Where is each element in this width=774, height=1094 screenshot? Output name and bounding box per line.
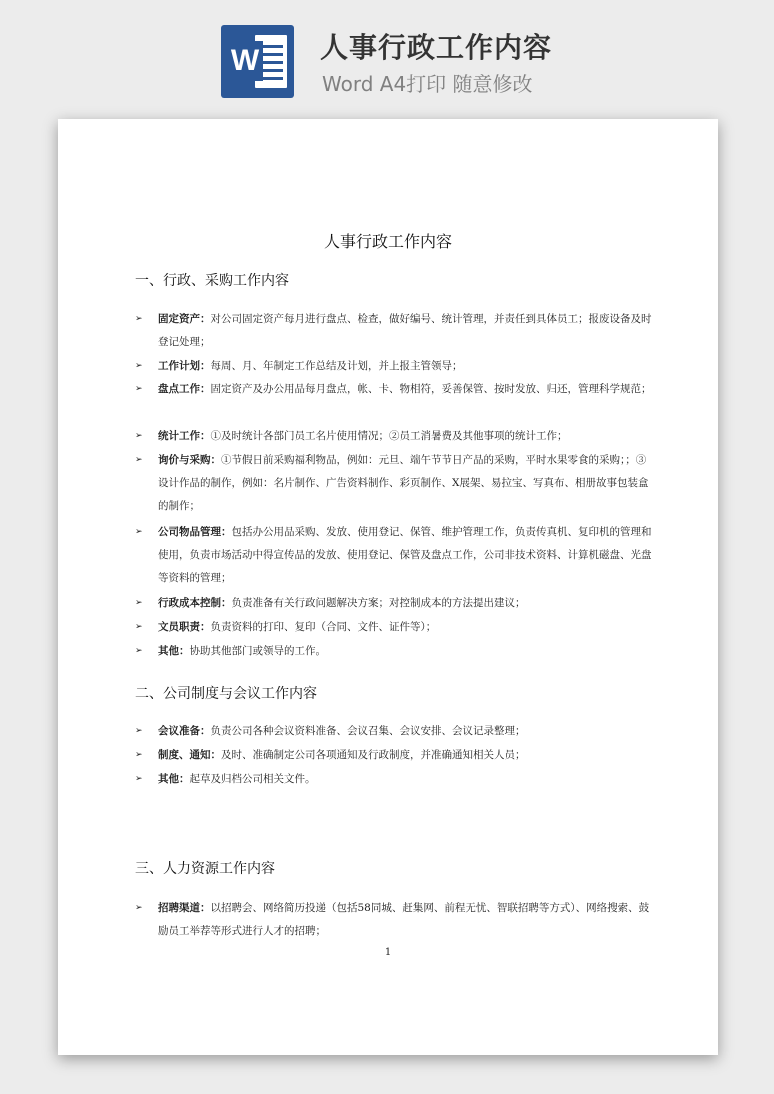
list-item xyxy=(135,308,655,354)
document-page xyxy=(58,119,718,1055)
item-label: 其他： xyxy=(158,773,190,785)
header xyxy=(0,0,774,110)
list-item xyxy=(135,897,655,943)
item-text: 对公司固定资产每月进行盘点、检查，做好编号、统计管理，并责任到具体员工；报废设备及时登记处理； xyxy=(158,313,652,348)
item-text: 负责准备有关行政问题解决方案；对控制成本的方法提出建议； xyxy=(231,597,526,609)
arrow-bullet-icon: ➢ xyxy=(135,431,143,441)
item-text: 起草及归档公司相关文件。 xyxy=(189,773,316,785)
list-item xyxy=(135,355,655,378)
arrow-bullet-icon: ➢ xyxy=(135,774,143,784)
item-label: 文员职责： xyxy=(158,621,211,633)
item-text: ①及时统计各部门员工名片使用情况；②员工消暑费及其他事项的统计工作； xyxy=(210,430,568,442)
item-text: 固定资产及办公用品每月盘点，帐、卡、物相符，妥善保管、按时发放、归还，管理科学规范； xyxy=(210,383,652,395)
document-title: 人事行政工作内容 xyxy=(323,232,452,251)
list-item xyxy=(135,425,655,448)
item-label: 公司物品管理： xyxy=(158,526,232,538)
word-letter: W xyxy=(227,41,263,81)
list-item xyxy=(135,744,655,767)
item-label: 招聘渠道： xyxy=(158,902,211,914)
list-item xyxy=(135,640,655,663)
arrow-bullet-icon: ➢ xyxy=(135,750,143,760)
list-item xyxy=(135,449,655,518)
item-label: 工作计划： xyxy=(158,360,211,372)
header-title: 人事行政工作内容 xyxy=(320,31,553,64)
item-text: 负责公司各种会议资料准备、会议召集、会议安排、会议记录整理； xyxy=(210,725,526,737)
arrow-bullet-icon: ➢ xyxy=(135,726,143,736)
list-item xyxy=(135,720,655,743)
section-heading: 三、人力资源工作内容 xyxy=(135,861,275,877)
arrow-bullet-icon: ➢ xyxy=(135,361,143,371)
item-text: ①节假日前采购福利物品，例如：元旦、端午节节日产品的采购，平时水果零食的采购；；③设计作品的制作，例如：名片制作、广告资料制作、彩页制作、X展架、易拉宝、写真布、相册故事包装盒的制作； xyxy=(158,454,649,512)
item-label: 会议准备： xyxy=(158,725,211,737)
item-text: 协助其他部门或领导的工作。 xyxy=(189,645,326,657)
list-item xyxy=(135,378,655,401)
item-label: 固定资产： xyxy=(158,313,211,325)
arrow-bullet-icon: ➢ xyxy=(135,903,143,913)
item-text: 包括办公用品采购、发放、使用登记、保管、维护管理工作，负责传真机、复印机的管理和使用，负责市场活动中得宣传品的发放、使用登记、保管及盘点工作，公司非技术资料、计算机磁盘、光盘等资料的管理； xyxy=(158,526,652,584)
arrow-bullet-icon: ➢ xyxy=(135,622,143,632)
header-subtitle: Word A4打印 随意修改 xyxy=(322,72,533,96)
item-label: 询价与采购： xyxy=(158,454,221,466)
arrow-bullet-icon: ➢ xyxy=(135,455,143,465)
list-item xyxy=(135,521,655,590)
item-label: 行政成本控制： xyxy=(158,597,232,609)
item-label: 制度、通知： xyxy=(158,749,221,761)
arrow-bullet-icon: ➢ xyxy=(135,598,143,608)
item-label: 统计工作： xyxy=(158,430,211,442)
arrow-bullet-icon: ➢ xyxy=(135,314,143,324)
list-item xyxy=(135,592,655,615)
arrow-bullet-icon: ➢ xyxy=(135,527,143,537)
item-text: 每周、月、年制定工作总结及计划，并上报主管领导； xyxy=(210,360,463,372)
item-text: 及时、准确制定公司各项通知及行政制度，并准确通知相关人员； xyxy=(221,749,526,761)
word-icon xyxy=(221,25,294,98)
arrow-bullet-icon: ➢ xyxy=(135,646,143,656)
page-number: 1 xyxy=(384,947,392,958)
list-item xyxy=(135,616,655,639)
item-text: 以招聘会、网络简历投递（包括58同城、赶集网、前程无忧、智联招聘等方式）、网络搜索、鼓励员工举荐等形式进行人才的招聘； xyxy=(158,902,650,937)
arrow-bullet-icon: ➢ xyxy=(135,384,143,394)
section-heading: 一、行政、采购工作内容 xyxy=(135,273,289,289)
item-label: 盘点工作： xyxy=(158,383,211,395)
item-text: 负责资料的打印、复印（合同、文件、证件等）； xyxy=(210,621,437,633)
list-item xyxy=(135,768,655,791)
item-label: 其他： xyxy=(158,645,190,657)
section-heading: 二、公司制度与会议工作内容 xyxy=(135,686,317,702)
